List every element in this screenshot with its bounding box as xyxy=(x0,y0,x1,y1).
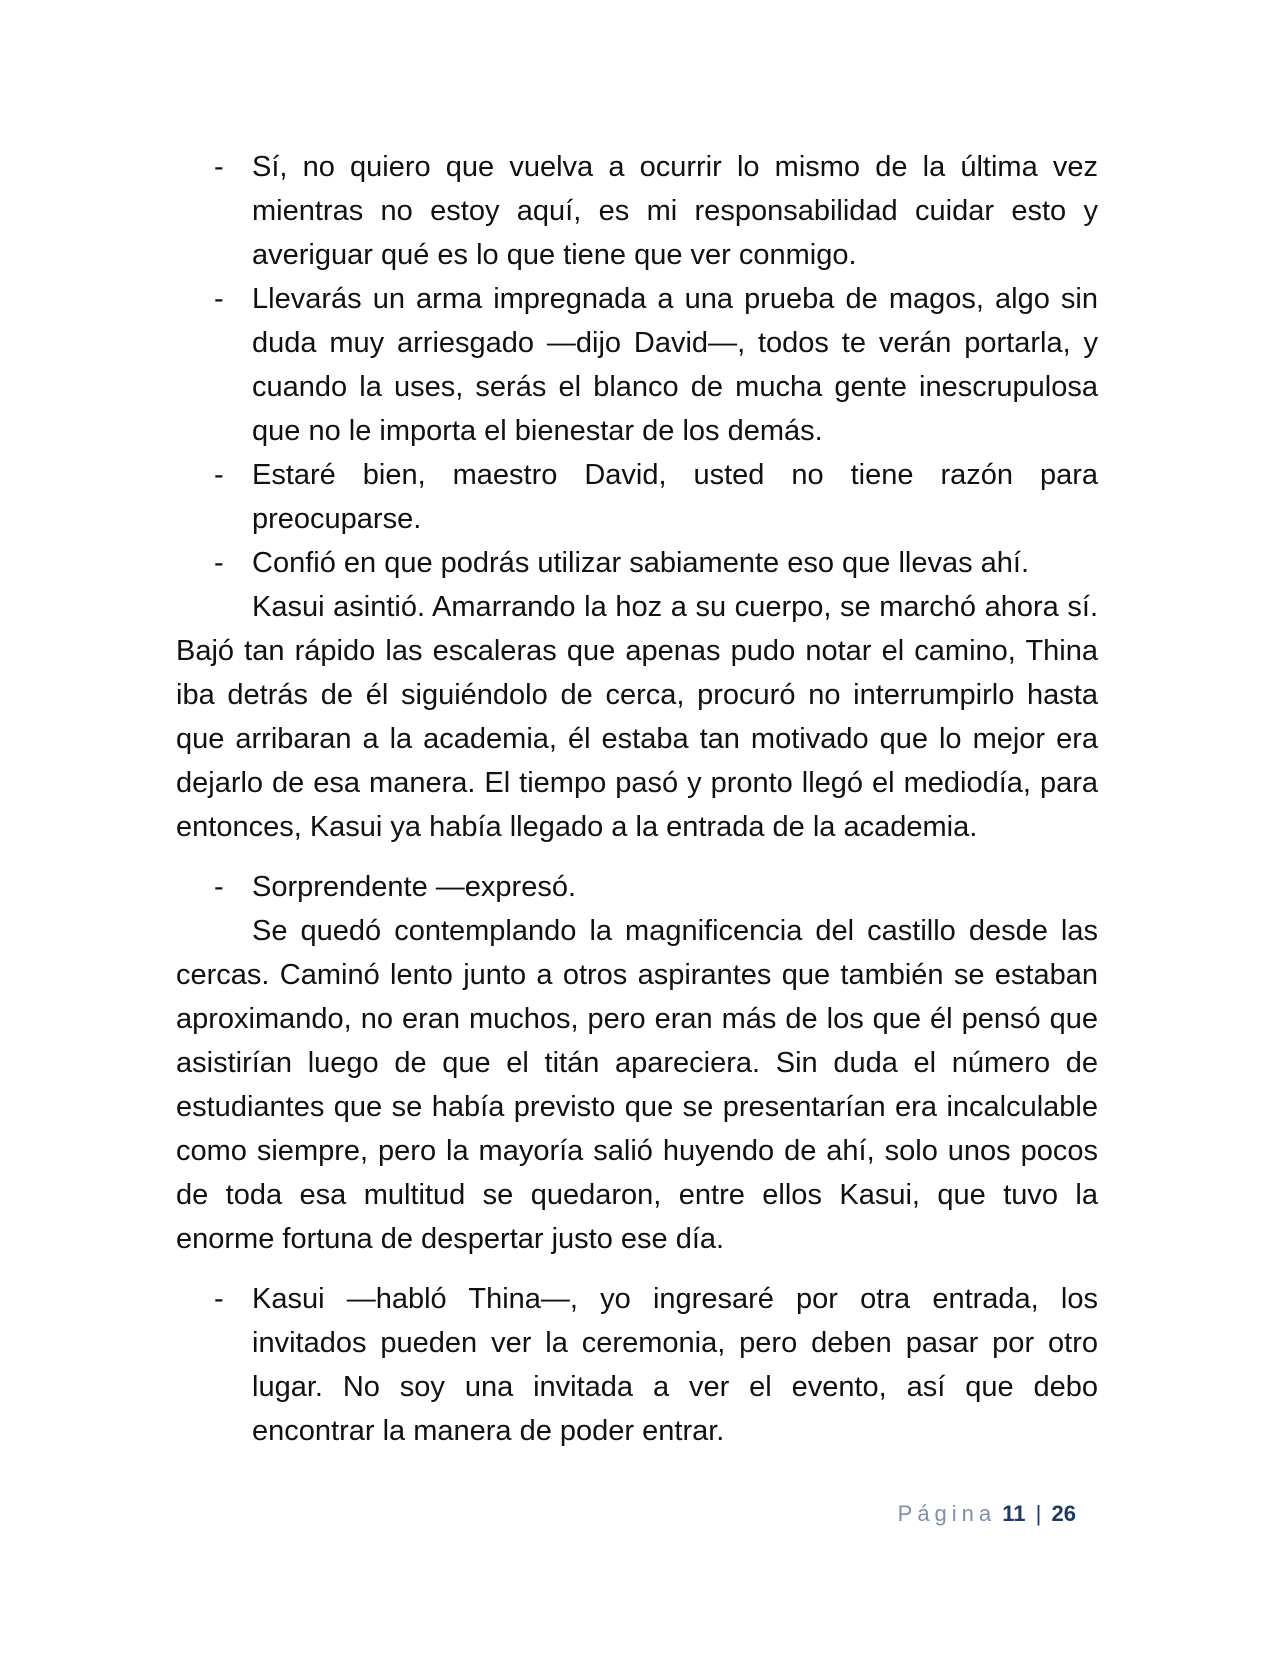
dialog-line xyxy=(176,453,1098,541)
dialog-text: Sorprendente —expresó. xyxy=(252,871,577,903)
total-pages-number: 26 xyxy=(1051,1501,1076,1526)
paragraph-spacer xyxy=(176,1261,1098,1277)
page-separator: | xyxy=(1035,1501,1042,1526)
page-label: Página xyxy=(897,1501,997,1526)
dialog-dash: - xyxy=(214,871,224,903)
dialog-text: Confió en que podrás utilizar sabiamente eso que llevas ahí. xyxy=(252,547,1030,579)
dialog-text: Kasui —habló Thina—, yo ingresaré por otra entrada, los invitados pueden ver la ceremonia, pero deben pasar por otro lugar. No soy una invitada a ver el evento, así que debo encontrar la manera de poder entrar. xyxy=(252,1283,1098,1447)
paragraph-spacer xyxy=(176,849,1098,865)
dialog-line xyxy=(176,1277,1098,1453)
narrative-paragraph: Kasui asintió. Amarrando la hoz a su cuerpo, se marchó ahora sí. Bajó tan rápido las escaleras que apenas pudo notar el camino, Thina iba detrás de él siguiéndolo de cerca, procuró no interrumpirlo hasta que arribaran a la academia, él estaba tan motivado que lo mejor era dejarlo de esa manera. El tiempo pasó y pronto llegó el mediodía, para entonces, Kasui ya había llegado a la entrada de la academia. xyxy=(176,591,1098,843)
dialog-line xyxy=(176,277,1098,453)
dialog-dash: - xyxy=(214,283,224,315)
dialog-dash: - xyxy=(214,1283,224,1315)
dialog-line xyxy=(176,865,1098,909)
dialog-line xyxy=(176,145,1098,277)
current-page-number: 11 xyxy=(1002,1501,1026,1526)
page-body xyxy=(176,145,1098,1453)
dialog-text: Estaré bien, maestro David, usted no tiene razón para preocuparse. xyxy=(252,459,1098,535)
narrative-paragraph: Se quedó contemplando la magnificencia del castillo desde las cercas. Caminó lento junto a otros aspirantes que también se estaban aproximando, no eran muchos, pero eran más de los que él pensó que asistirían luego de que el titán apareciera. Sin duda el número de estudiantes que se había previsto que se presentarían era incalculable como siempre, pero la mayoría salió huyendo de ahí, solo unos pocos de toda esa multitud se quedaron, entre ellos Kasui, que tuvo la enorme fortuna de despertar justo ese día. xyxy=(176,915,1098,1255)
dialog-dash: - xyxy=(214,151,224,183)
page-footer xyxy=(0,1500,1076,1528)
dialog-text: Llevarás un arma impregnada a una prueba de magos, algo sin duda muy arriesgado —dijo David—, todos te verán portarla, y cuando la uses, serás el blanco de mucha gente inescrupulosa que no le importa el bienestar de los demás. xyxy=(252,283,1098,447)
dialog-line xyxy=(176,541,1098,585)
dialog-dash: - xyxy=(214,547,224,579)
dialog-text: Sí, no quiero que vuelva a ocurrir lo mismo de la última vez mientras no estoy aquí, es mi responsabilidad cuidar esto y averiguar qué es lo que tiene que ver conmigo. xyxy=(252,151,1098,271)
dialog-dash: - xyxy=(214,459,224,491)
